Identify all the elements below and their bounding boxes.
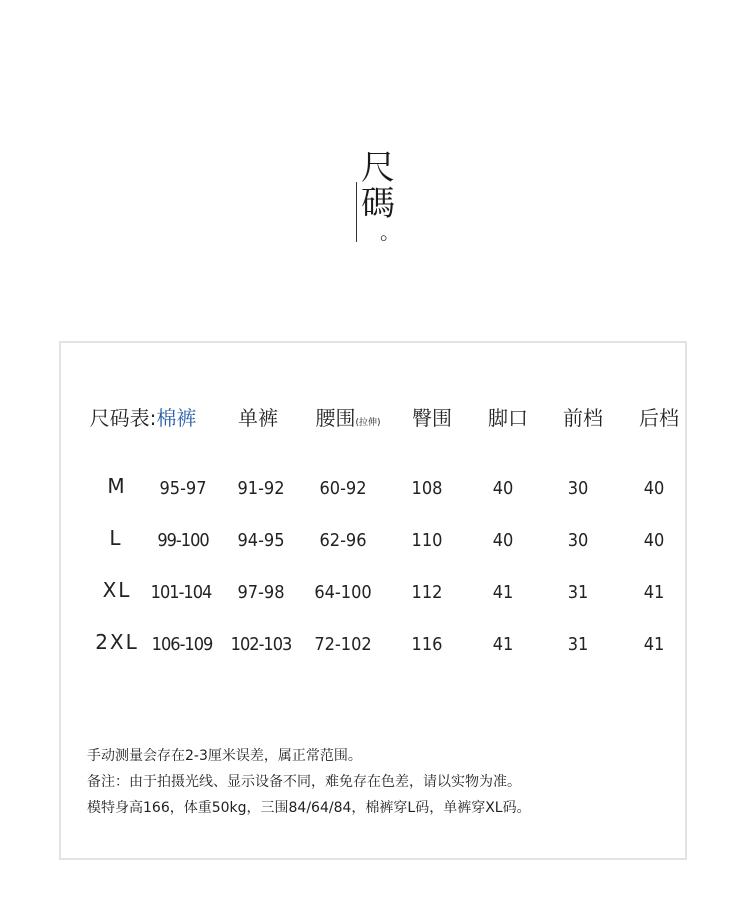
row-hip-value: 108 — [411, 478, 443, 499]
row-waist-value: 60-92 — [319, 478, 367, 499]
size-title — [356, 150, 416, 242]
row-cotton-value: 95-97 — [159, 478, 207, 499]
title-char-1: 尺 — [361, 148, 395, 188]
row-hip-value: 112 — [411, 582, 443, 603]
row-cotton-value: 106-109 — [151, 634, 213, 655]
row-size: L — [109, 526, 123, 550]
header-waist-note: (拉伸) — [355, 418, 381, 428]
row-waist-value: 64-100 — [314, 582, 372, 603]
row-cotton-value: 99-100 — [157, 530, 209, 551]
row-size: XL — [102, 578, 132, 602]
header-waist: 腰围 — [315, 406, 356, 430]
row-waist-value: 72-102 — [314, 634, 372, 655]
notes-section — [87, 743, 531, 821]
row-back-value: 41 — [643, 634, 665, 655]
row-back-value: 40 — [643, 478, 665, 499]
row-front-value: 31 — [567, 582, 589, 603]
row-front-value: 30 — [567, 478, 589, 499]
size-chart-label: 尺码表: — [89, 406, 157, 430]
header-hem: 脚口 — [488, 406, 528, 430]
row-size: M — [107, 474, 127, 498]
header-cell-label — [90, 406, 197, 430]
header-cotton-pants: 棉裤 — [156, 406, 197, 430]
row-cotton-value: 101-104 — [150, 582, 212, 603]
title-divider-line — [356, 182, 357, 242]
row-single-value: 97-98 — [237, 582, 285, 603]
note-measurement-error: 手动测量会存在2-3厘米误差，属正常范围。 — [87, 748, 362, 764]
row-hem-value: 40 — [492, 478, 514, 499]
row-hip-value: 116 — [411, 634, 443, 655]
row-hem-value: 41 — [492, 582, 514, 603]
row-single-value: 102-103 — [230, 634, 292, 655]
row-hip-value: 110 — [411, 530, 443, 551]
header-cell-waist — [315, 406, 380, 435]
row-front-value: 30 — [567, 530, 589, 551]
row-waist-value: 62-96 — [319, 530, 367, 551]
row-hem-value: 40 — [492, 530, 514, 551]
row-back-value: 41 — [643, 582, 665, 603]
row-back-value: 40 — [643, 530, 665, 551]
row-single-value: 94-95 — [237, 530, 285, 551]
title-char-2: 碼 — [361, 184, 395, 224]
note-model-info: 模特身高166，体重50kg，三围84/64/84，棉裤穿L码，单裤穿XL码。 — [87, 800, 531, 816]
note-color-difference: 备注：由于拍摄光线、显示设备不同，难免存在色差，请以实物为准。 — [87, 774, 521, 790]
row-single-value: 91-92 — [237, 478, 285, 499]
header-hip: 臀围 — [412, 406, 452, 430]
header-back-rise: 后档 — [639, 406, 679, 430]
header-front-rise: 前档 — [563, 406, 603, 430]
row-size: 2XL — [95, 630, 139, 654]
row-front-value: 31 — [567, 634, 589, 655]
header-single-pants: 单裤 — [238, 406, 278, 430]
title-period: 。 — [380, 220, 400, 244]
row-hem-value: 41 — [492, 634, 514, 655]
